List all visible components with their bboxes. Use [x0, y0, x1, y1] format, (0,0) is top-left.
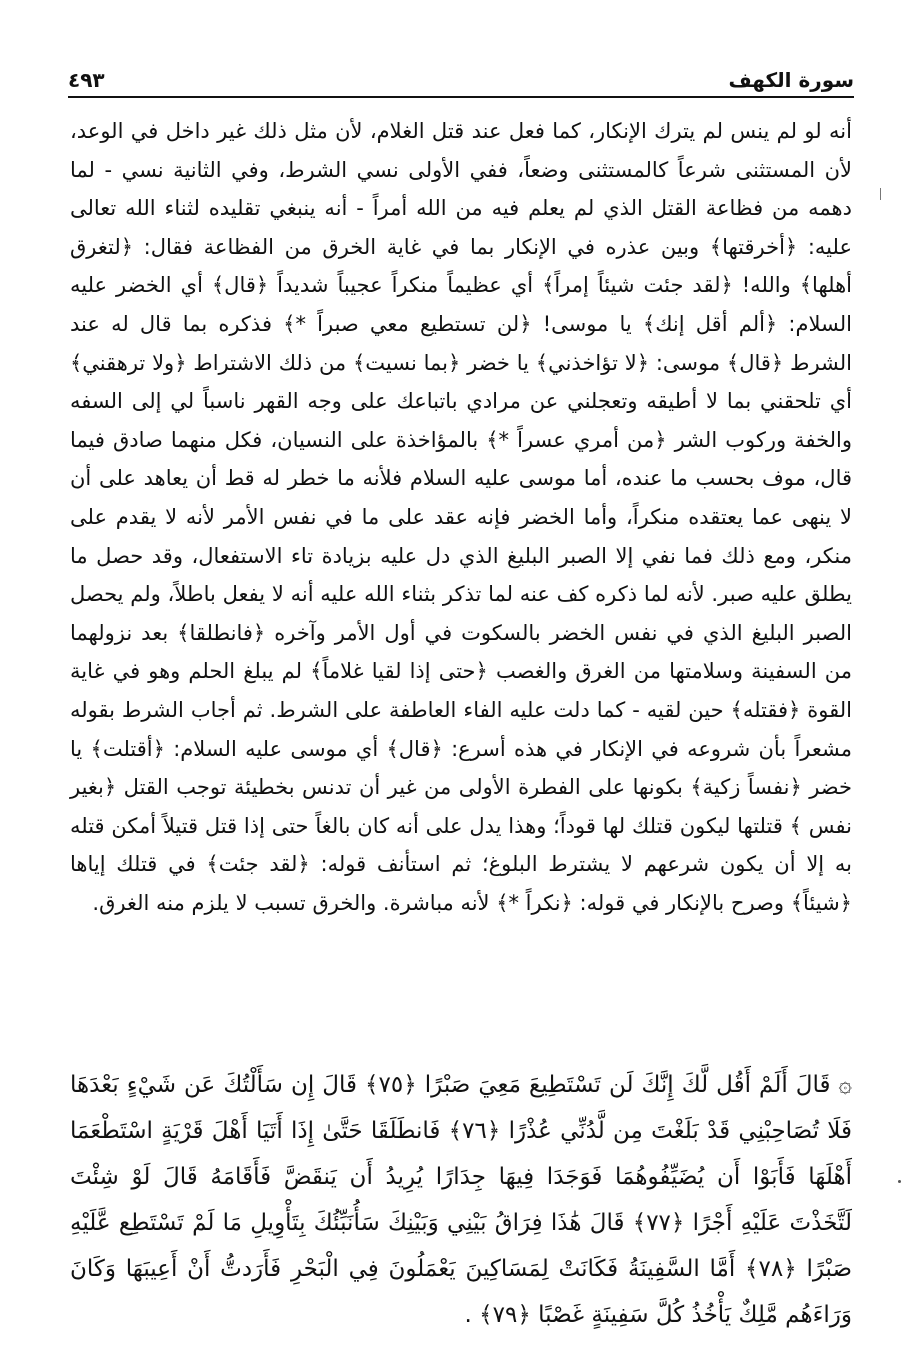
page-header	[68, 58, 854, 92]
header-rule	[68, 96, 854, 98]
margin-dot	[898, 1180, 901, 1183]
surah-title: سورة الكهف	[728, 68, 854, 92]
quran-verses: ۞ قَالَ أَلَمْ أَقُل لَّكَ إِنَّكَ لَن تَسْتَطِيعَ مَعِيَ صَبْرًا ﴿٧٥﴾ قَالَ إِن سَأَلْتُكَ عَن شَيْءٍ بَعْدَهَا فَلَا تُصَاحِبْنِي قَدْ بَلَغْتَ مِن لَّدُنِّي عُذْرًا ﴿٧٦﴾ فَانطَلَقَا حَتَّىٰ إِذَا أَتَيَا أَهْلَ قَرْيَةٍ اسْتَطْعَمَا أَهْلَهَا فَأَبَوْا أَن يُضَيِّفُوهُمَا فَوَجَدَا فِيهَا جِدَارًا يُرِيدُ أَن يَنقَضَّ فَأَقَامَهُ قَالَ لَوْ شِئْتَ لَتَّخَذْتَ عَلَيْهِ أَجْرًا ﴿٧٧﴾ قَالَ هَٰذَا فِرَاقُ بَيْنِي وَبَيْنِكَ سَأُنَبِّئُكَ بِتَأْوِيلِ مَا لَمْ تَسْتَطِع عَّلَيْهِ صَبْرًا ﴿٧٨﴾ أَمَّا السَّفِينَةُ فَكَانَتْ لِمَسَاكِينَ يَعْمَلُونَ فِي الْبَحْرِ فَأَرَدتُّ أَنْ أَعِيبَهَا وَكَانَ وَرَاءَهُم مَّلِكٌ يَأْخُذُ كُلَّ سَفِينَةٍ غَصْبًا ﴿٧٩﴾ .	[70, 1072, 852, 1328]
commentary-block	[70, 112, 852, 922]
page-number: ٤٩٣	[68, 68, 105, 92]
quran-verses-block	[70, 1062, 852, 1338]
commentary-paragraph: أنه لو لم ينس لم يترك الإنكار، كما فعل عند قتل الغلام، لأن مثل ذلك غير داخل في الوعد، لأن المستثنى شرعاً كالمستثنى وضعاً، ففي الأولى نسي الشرط، وفي الثانية نسي - لما دهمه من فظاعة القتل الذي لم يعلم فيه من الله أمراً - أنه ينبغي تقليده لثناء الله تعالى عليه: ﴿أخرقتها﴾ وبين عذره في الإنكار بما في غاية الخرق من الفظاعة فقال: ﴿لتغرق أهلها﴾ والله! ﴿لقد جئت شيئاً إمراً﴾ أي عظيماً منكراً عجيباً شديداً ﴿قال﴾ أي الخضر عليه السلام: ﴿ألم أقل إنك﴾ يا موسى! ﴿لن تستطيع معي صبراً *﴾ فذكره بما قال له عند الشرط ﴿قال﴾ موسى: ﴿لا تؤاخذني﴾ يا خضر ﴿بما نسيت﴾ من ذلك الاشتراط ﴿ولا ترهقني﴾ أي تلحقني بما لا أطيقه وتعجلني عن مرادي باتباعك على وجه القهر ناسباً لي إلى السفه والخفة وركوب الشر ﴿من أمري عسراً *﴾ بالمؤاخذة على النسيان، فكل منهما صادق فيما قال، موف بحسب ما عنده، أما موسى عليه السلام فلأنه ما خطر له قط أن يعاهد على أن لا ينهى عما يعتقده منكراً، وأما الخضر فإنه عقد على ما في نفس الأمر لأنه لا يقدم على منكر، ومع ذلك فما نفي إلا الصبر البليغ الذي دل عليه بزيادة تاء الاستفعال، وقد حصل ما يطلق عليه صبر. لأنه لما ذكره كف عنه لما تذكر بثناء الله عليه أنه لا يفعل باطلاً، ولم يحصل الصبر البليغ الذي في نفس الخضر بالسكوت في أول الأمر وآخره ﴿فانطلقا﴾ بعد نزولهما من السفينة وسلامتها من الغرق والغصب ﴿حتى إذا لقيا غلاماً﴾ لم يبلغ الحلم وهو في غاية القوة ﴿فقتله﴾ حين لقيه - كما دلت عليه الفاء العاطفة على الشرط. ثم أجاب الشرط بقوله مشعراً بأن شروعه في الإنكار في هذه أسرع: ﴿قال﴾ أي موسى عليه السلام: ﴿أقتلت﴾ يا خضر ﴿نفساً زكية﴾ بكونها على الفطرة الأولى من غير أن تدنس بخطيئة توجب القتل ﴿بغير نفس ﴾ قتلتها ليكون قتلك لها قوداً؛ وهذا يدل على أنه كان بالغاً حتى إذا قتل قتيلاً أمكن قتله به إلا أن يكون شرعهم لا يشترط البلوغ؛ ثم استأنف قوله: ﴿لقد جئت﴾ في قتلك إياها ﴿شيئاً﴾ وصرح بالإنكار في قوله: ﴿نكراً *﴾ لأنه مباشرة. والخرق تسبب لا يلزم منه الغرق.	[70, 119, 852, 915]
margin-mark	[880, 188, 881, 200]
